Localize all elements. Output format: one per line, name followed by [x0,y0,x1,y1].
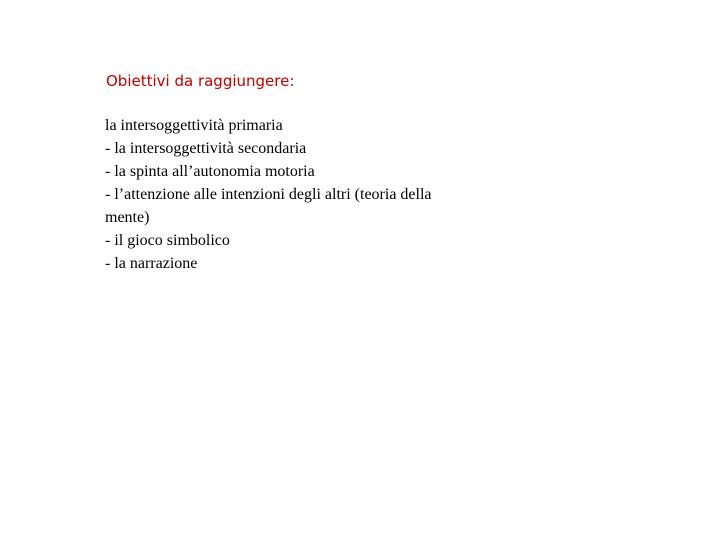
objective-line: la intersoggettività primaria [105,117,283,134]
slide-heading: Obiettivi da raggiungere: [106,72,295,90]
objective-line: - l’attenzione alle intenzioni degli altri (teoria della [105,186,432,203]
objective-line: - la narrazione [105,255,198,272]
objective-line: - la intersoggettività secondaria [105,140,307,157]
objective-line: - la spinta all’autonomia motoria [105,163,315,180]
objectives-list [105,114,505,275]
objective-line: mente) [105,209,150,226]
objective-line: - il gioco simbolico [105,232,230,249]
